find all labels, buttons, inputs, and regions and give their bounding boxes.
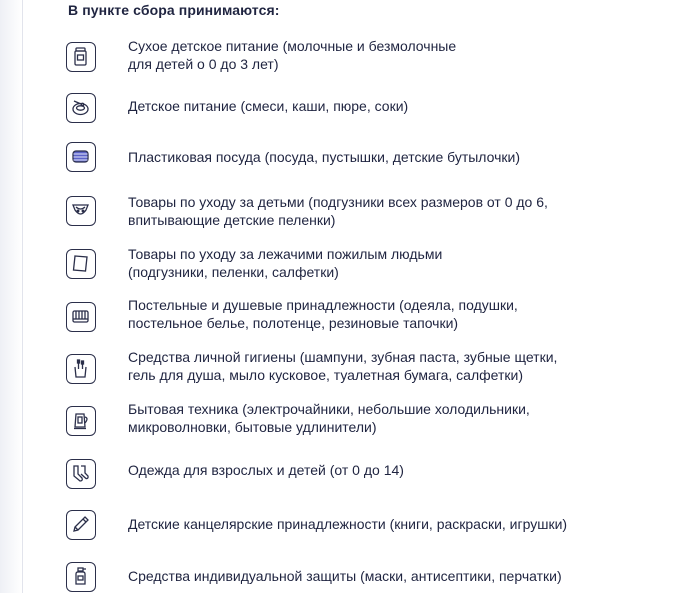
pencil-icon: [66, 510, 96, 540]
diaper-icon: [66, 196, 96, 226]
list-item-text: Детское питание (смеси, каши, пюре, соки): [128, 98, 409, 114]
plastic-dishes-icon: [66, 142, 96, 172]
list-item-text: Сухое детское питание (молочные и безмолочные для детей о 0 до 3 лет): [128, 38, 457, 72]
list-heading: В пункте сбора принимаются:: [68, 2, 280, 18]
list-item-text: Товары по уходу за детьми (подгузники всех размеров от 0 до 6, впитывающие детские пеленки): [128, 194, 548, 228]
list-item-text: Средства индивидуальной защиты (маски, антисептики, перчатки): [128, 568, 562, 584]
list-item-text: Детские канцелярские принадлежности (книги, раскраски, игрушки): [128, 516, 568, 532]
list-item-text: Товары по уходу за лежачими пожилым людьми (подгузники, пеленки, салфетки): [128, 246, 443, 280]
socks-icon: [66, 459, 96, 489]
electric-kettle-icon: [66, 406, 96, 436]
list-item-text: Постельные и душевые принадлежности (одеяла, подушки, постельное белье, полотенце, резиновые тапочки): [128, 297, 518, 331]
baby-food-bowl-icon: [66, 93, 96, 123]
list-item-text: Одежда для взрослых и детей (от 0 до 14): [128, 462, 404, 478]
bedding-icon: [66, 302, 96, 332]
list-item-text: Бытовая техника (электрочайники, небольшие холодильники, микроволновки, бытовые удлинители): [128, 401, 530, 435]
list-item-text: Средства личной гигиены (шампуни, зубная паста, зубные щетки, гель для душа, мыло кусковое, туалетная бумага, салфетки): [128, 349, 558, 383]
toothbrush-cup-icon: [66, 354, 96, 384]
list-item-text: Пластиковая посуда (посуда, пустышки, детские бутылочки): [128, 149, 521, 165]
underpad-icon: [66, 249, 96, 279]
sanitizer-bottle-icon: [66, 562, 96, 592]
baby-formula-jar-icon: [66, 42, 96, 72]
